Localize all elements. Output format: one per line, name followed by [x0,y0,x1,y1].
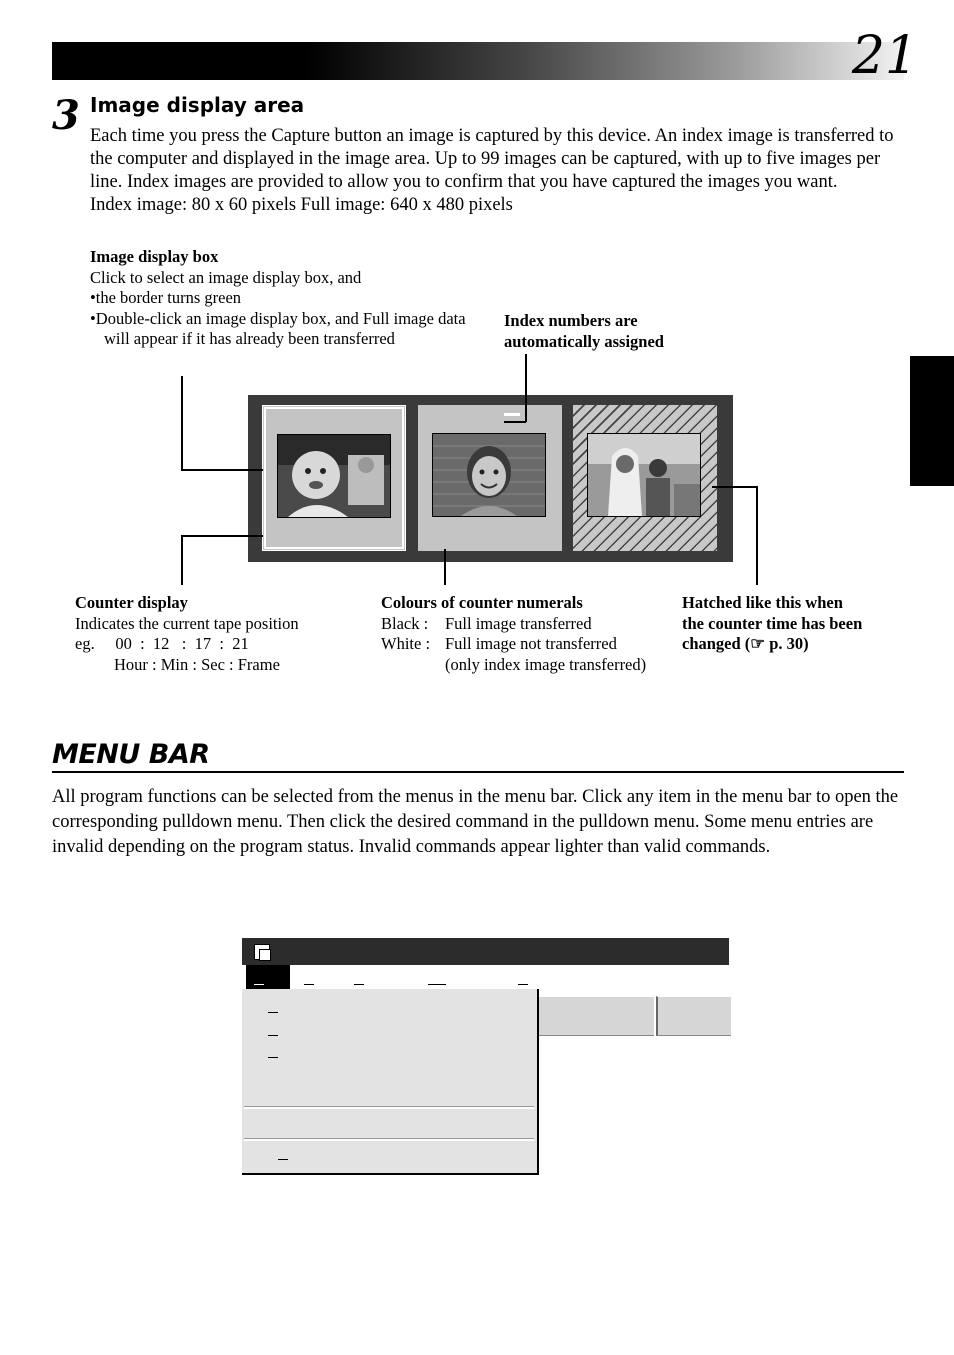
leader-counter-v [181,535,183,585]
image-display-box-2[interactable] [418,405,562,551]
toolbar-cell-1 [539,996,654,1036]
app-icon [254,944,270,960]
children-photo-icon [588,434,700,516]
leader-display-box-h [181,469,263,471]
image-area-diagram [248,395,733,562]
pulldown-separator-1 [244,1106,534,1109]
thumbnail-children-photo [587,433,701,517]
white-text: Full image not transferred (only index image transferred) [445,634,647,674]
menu-strip [242,965,729,989]
callout-colours-black-row [381,614,666,635]
leader-display-box-v [181,376,183,471]
menu-item-3[interactable] [354,984,364,985]
step-body-text: Each time you press the Capture button an image is captured by this device. An index image is transferred to the computer and displayed in the image area. Up to 99 images can be captured, with up to five images per line. Index images are provided to allow you to confirm that you have captured the images you want. [90,126,894,192]
callout-display-box-line1: Click to select an image display box, and [90,267,362,287]
menu-item-4[interactable] [428,984,446,985]
callout-counter-display [75,593,365,675]
callout-counter-title: Counter display [75,593,188,612]
thumbnail-child-photo [277,434,391,518]
callout-hatched [682,593,922,655]
callout-hatched-line1: Hatched like this when [682,593,843,612]
white-label: White : [381,634,431,653]
leader-index-v [525,354,527,422]
leader-counter-h [181,535,263,537]
callout-hatched-line3: changed (☞ p. 30) [682,634,809,653]
leader-hatched-h [712,486,758,488]
image-display-box-hatched[interactable] [573,405,717,551]
section-title: Image display area [90,93,305,117]
callout-colours [381,593,666,675]
pulldown-item-3[interactable] [268,1057,278,1058]
callout-index-numbers [504,311,734,352]
menu-screenshot [242,938,729,1176]
callout-counter-line1: Indicates the current tape position [75,613,299,633]
step-specs: Index image: 80 x 60 pixels Full image: 640 x 480 pixels [90,195,513,215]
callout-display-box-title: Image display box [90,247,219,266]
side-tab-marker [910,356,954,486]
menu-bar-body: All program functions can be selected from the menus in the menu bar. Click any item in the menu bar to open the corresponding pulldown menu. Then click the desired command in the pulldown menu. Some menu entries are invalid depending on the program status. Invalid commands appear lighter than valid commands. [52,787,899,857]
leader-hatched-v [756,486,758,585]
child-photo-icon [278,435,390,517]
pulldown-item-2[interactable] [268,1035,278,1036]
callout-colours-white-row [381,634,666,675]
callout-display-box-bullet1: •the border turns green [90,288,242,307]
pulldown-item-1[interactable] [268,1012,278,1013]
callout-display-box [90,247,475,350]
index-number-mark [504,413,520,416]
black-label: Black : [381,613,429,633]
step-body [90,125,905,217]
callout-counter-units: Hour : Min : Sec : Frame [114,654,280,674]
thumbnail-girl-photo [432,433,546,517]
leader-index-h [504,421,526,423]
toolbar-cell-2 [656,996,731,1036]
window-titlebar [242,938,729,965]
menu-item-2[interactable] [304,984,314,985]
leader-colours-v [444,549,446,585]
callout-index-line1: Index numbers are [504,311,638,330]
menu-bar-heading: MENU BAR [52,739,210,770]
pulldown-separator-2 [244,1138,534,1141]
menu-active-mnemonic [254,984,264,985]
black-text: Full image transferred [445,613,592,633]
step-number: 3 [52,92,80,139]
header-bar [52,42,904,80]
menu-item-active[interactable] [246,965,290,989]
callout-hatched-line2: the counter time has been [682,613,863,633]
pulldown-item-4[interactable] [278,1159,288,1160]
girl-photo-icon [433,434,545,516]
callout-display-box-bullet2: •Double-click an image display box, and Full image data will appear if it has already been transferred [90,308,466,348]
image-display-box-selected[interactable] [262,405,406,551]
menu-item-5[interactable] [518,984,528,985]
callout-index-line2: automatically assigned [504,331,664,351]
pulldown-menu [242,989,539,1175]
page-number: 21 [851,26,918,86]
callout-colours-title: Colours of counter numerals [381,593,583,612]
callout-counter-example: eg. 00 : 12 : 17 : 21 [75,634,249,653]
menu-bar-rule [52,771,904,773]
